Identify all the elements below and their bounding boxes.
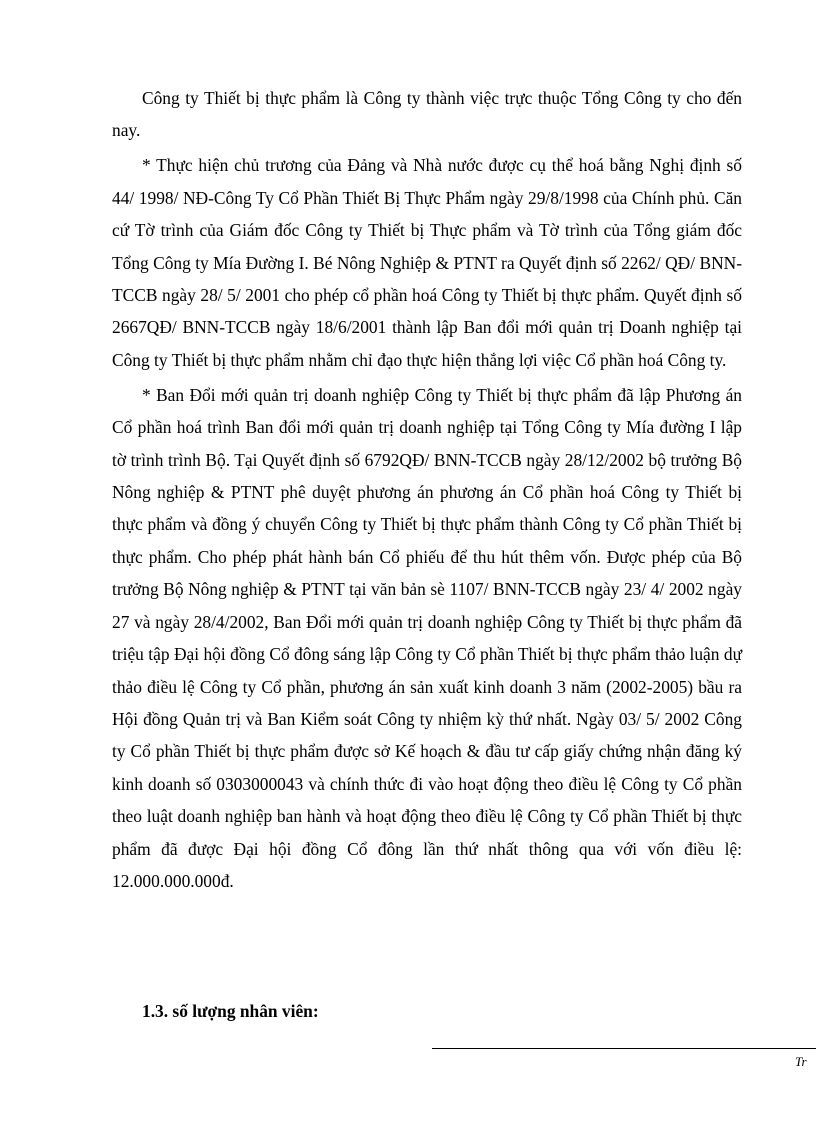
paragraph-equitization-decree: * Thực hiện chủ trương của Đảng và Nhà nước được cụ thể hoá bằng Nghị định số 44/ 1998/ NĐ-Công Ty Cổ Phần Thiết Bị Thực Phẩm ngày 29/8/1998 của Chính phủ. Căn cứ Tờ trình của Giám đốc Công ty Thiết bị Thực phẩm và Tờ trình của Tổng giám đốc Tổng Công ty Mía Đường I. Bé Nông Nghiệp & PTNT ra Quyết định số 2262/ QĐ/ BNN-TCCB ngày 28/ 5/ 2001 cho phép cổ phần hoá Công ty Thiết bị thực phẩm. Quyết định số 2667QĐ/ BNN-TCCB ngày 18/6/2001 thành lập Ban đổi mới quản trị Doanh nghiệp tại Công ty Thiết bị thực phẩm nhằm chỉ đạo thực hiện thắng lợi việc Cổ phần hoá Công ty.: [112, 155, 742, 370]
body-text: [112, 82, 742, 897]
paragraph-company-status: Công ty Thiết bị thực phẩm là Công ty thành việc trực thuộc Tổng Công ty cho đến nay.: [112, 88, 742, 141]
section-heading: 1.3. số lượng nhân viên:: [142, 1001, 319, 1021]
page-footer-label: Tr: [795, 1054, 807, 1069]
paragraph-equitization-process: * Ban Đổi mới quản trị doanh nghiệp Công ty Thiết bị thực phẩm đã lập Phương án Cổ phần hoá trình Ban đổi mới quản trị doanh nghiệp tại Tổng Công ty Mía đường I lập tờ trình trình Bộ. Tại Quyết định số 6792QĐ/ BNN-TCCB ngày 28/12/2002 bộ trưởng Bộ Nông nghiệp & PTNT phê duyệt phương án phương án Cổ phần hoá Công ty Thiết bị thực phẩm và đồng ý chuyển Công ty Thiết bị thực phẩm thành Công ty Cổ phần Thiết bị thực phẩm. Cho phép phát hành bán Cổ phiếu để thu hút thêm vốn. Được phép của Bộ trưởng Bộ Nông nghiệp & PTNT tại văn bản sè 1107/ BNN-TCCB ngày 23/ 4/ 2002 ngày 27 và ngày 28/4/2002, Ban Đổi mới quản trị doanh nghiệp Công ty Thiết bị thực phẩm đã triệu tập Đại hội đồng Cổ đông sáng lập Công ty Cổ phần Thiết bị thực phẩm thảo luận dự thảo điều lệ Công ty Cổ phần, phương án sản xuất kinh doanh 3 năm (2002-2005) bầu ra Hội đồng Quản trị và Ban Kiểm soát Công ty nhiệm kỳ thứ nhất. Ngày 03/ 5/ 2002 Công ty Cổ phần Thiết bị thực phẩm được sở Kế hoạch & đầu tư cấp giấy chứng nhận đăng ký kinh doanh số 0303000043 và chính thức đi vào hoạt động theo điều lệ Công ty Cổ phần theo luật doanh nghiệp ban hành và hoạt động theo điều lệ Công ty Cổ phần Thiết bị thực phẩm đã được Đại hội đồng Cổ đông lần thứ nhất thông qua với vốn điều lệ: 12.000.000.000đ.: [112, 384, 742, 891]
footer-rule: [432, 1048, 816, 1049]
